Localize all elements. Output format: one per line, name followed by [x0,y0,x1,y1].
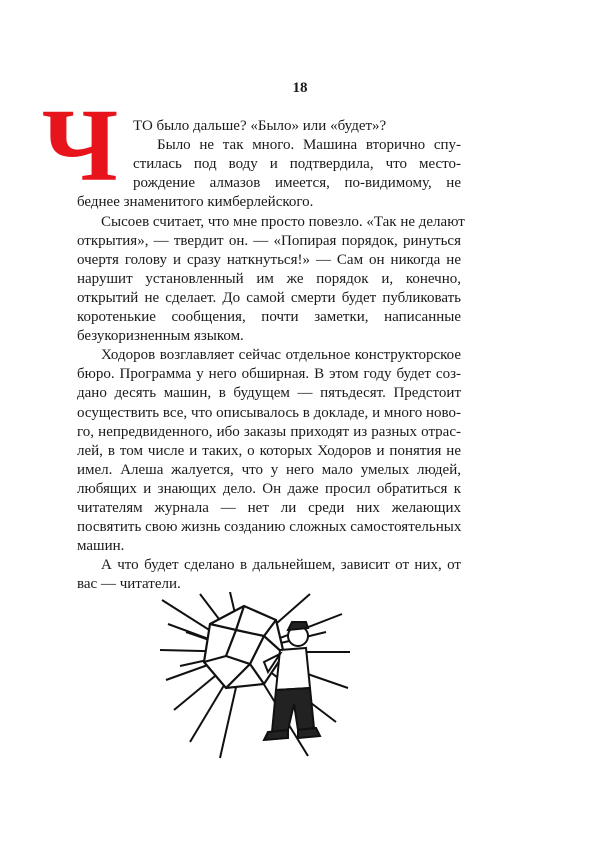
text-line: открытий не сделает. До самой смерти будет публиковать [77,290,461,306]
text-line: рождение алмазов имеется, по-видимому, не [133,175,461,191]
text-line: беднее знаменитого кимберлейского. [77,194,314,210]
text-line: любящих и знающих дело. Он даже просил обратиться к [77,481,461,497]
man-carrying-crystal-illustration [160,592,352,760]
text-line: безукоризненным языком. [77,328,244,344]
drop-cap: Ч [41,88,119,203]
text-line: машин. [77,538,125,554]
text-line: го, непредвиденного, ибо заказы приходят из разных отрас- [77,424,461,440]
text-line: стилась под воду и подтвердила, что место- [133,156,461,172]
text-line: коротенькие сообщения, почти заметки, написанные [77,309,461,325]
text-line: нарушит установленный им же порядок и, конечно, [77,271,461,287]
text-line: имел. Алеша жалуется, что у него мало умелых людей, [77,462,461,478]
text-line: Сысоев считает, что мне просто повезло. «Так не делают [101,214,465,230]
text-line: Ходоров возглавляет сейчас отдельное конструкторское [101,347,461,363]
page-number: 18 [292,80,308,96]
text-line: дано десять машин, в будущем — пятьдесят. Предстоит [77,385,461,401]
text-line: открытия», — твердит он. — «Попирая порядок, ринуться [77,233,461,249]
text-line: бюро. Программа у него обширная. В этом году будет соз- [77,366,461,382]
text-line: лей, в том числе и таких, о которых Ходоров и понятия не [77,443,461,459]
text-line: Было не так много. Машина вторично спу- [157,137,461,153]
text-line: ТО было дальше? «Было» или «будет»? [133,118,387,134]
crystal-icon [204,606,284,688]
text-line: очертя голову и сразу наткнуться!» — Сам он никогда не [77,252,461,268]
text-line: читателям журнала — нет ли среди них желающих [77,500,461,516]
text-line: осуществить все, что описывалось в докладе, и много ново- [77,405,461,421]
text-line: вас — читатели. [77,576,181,592]
text-line: посвятить свою жизнь созданию сложных самостоятельных [77,519,462,535]
text-line: А что будет сделано в дальнейшем, зависит от них, от [101,557,461,573]
